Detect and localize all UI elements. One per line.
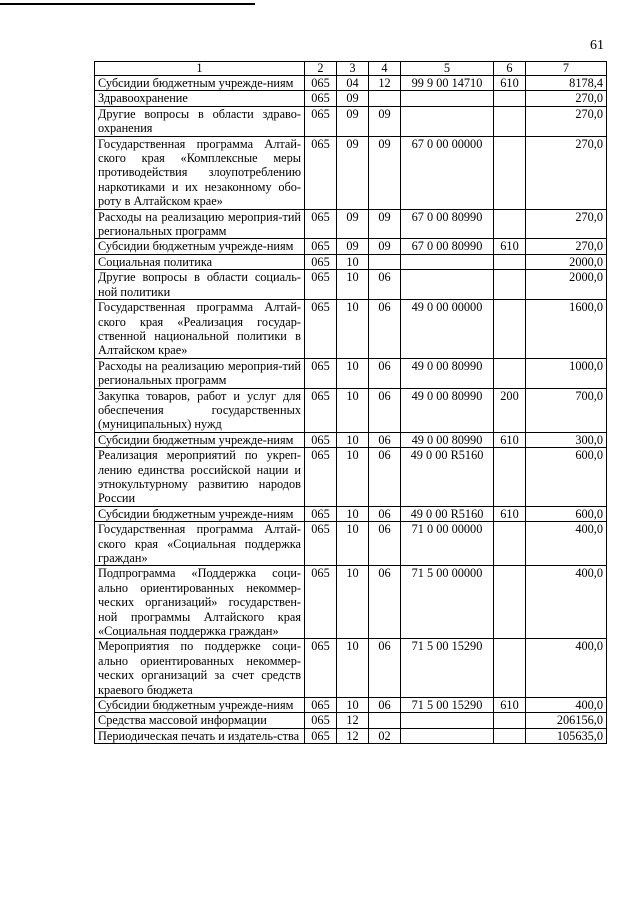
row-expense-type-cell (494, 639, 526, 698)
row-amount-cell: 8178,4 (526, 76, 607, 91)
col-header-amount: 7 (526, 62, 607, 76)
row-name-cell: Субсидии бюджетным учрежде-ниям (95, 239, 305, 254)
row-expense-type-cell (494, 270, 526, 300)
table-row (95, 91, 607, 106)
col-header-admin-code: 2 (305, 62, 337, 76)
row-target-article-cell (401, 91, 494, 106)
row-expense-type-cell (494, 254, 526, 269)
row-expense-type-cell (494, 358, 526, 388)
row-target-article-cell: 49 0 00 R5160 (401, 448, 494, 507)
row-section-cell: 10 (337, 254, 369, 269)
row-expense-type-cell (494, 448, 526, 507)
row-amount-cell: 206156,0 (526, 713, 607, 728)
row-name-cell: Государственная программа Алтай-ского края «Социальная поддержка граждан» (95, 522, 305, 566)
row-amount-cell: 270,0 (526, 91, 607, 106)
col-header-subsection: 4 (369, 62, 401, 76)
row-subsection-cell: 06 (369, 432, 401, 447)
row-section-cell: 10 (337, 300, 369, 359)
row-expense-type-cell: 610 (494, 239, 526, 254)
row-section-cell: 10 (337, 698, 369, 713)
row-admin-code-cell: 065 (305, 698, 337, 713)
row-admin-code-cell: 065 (305, 388, 337, 432)
row-section-cell: 09 (337, 106, 369, 136)
row-section-cell: 10 (337, 522, 369, 566)
row-admin-code-cell: 065 (305, 639, 337, 698)
row-subsection-cell: 09 (369, 136, 401, 209)
row-subsection-cell: 06 (369, 388, 401, 432)
row-expense-type-cell: 610 (494, 506, 526, 521)
table-row (95, 358, 607, 388)
row-target-article-cell: 49 0 00 80990 (401, 388, 494, 432)
row-target-article-cell: 71 5 00 15290 (401, 698, 494, 713)
row-expense-type-cell: 610 (494, 76, 526, 91)
row-expense-type-cell (494, 91, 526, 106)
row-subsection-cell: 06 (369, 300, 401, 359)
row-subsection-cell: 09 (369, 209, 401, 239)
table-row (95, 522, 607, 566)
row-admin-code-cell: 065 (305, 506, 337, 521)
row-target-article-cell (401, 106, 494, 136)
row-amount-cell: 270,0 (526, 239, 607, 254)
row-amount-cell: 105635,0 (526, 728, 607, 743)
row-subsection-cell (369, 254, 401, 269)
row-expense-type-cell (494, 566, 526, 639)
table-row (95, 209, 607, 239)
row-amount-cell: 2000,0 (526, 270, 607, 300)
row-amount-cell: 300,0 (526, 432, 607, 447)
row-admin-code-cell: 065 (305, 76, 337, 91)
col-header-section: 3 (337, 62, 369, 76)
row-expense-type-cell: 200 (494, 388, 526, 432)
row-expense-type-cell: 610 (494, 698, 526, 713)
table-row (95, 106, 607, 136)
row-admin-code-cell: 065 (305, 254, 337, 269)
row-amount-cell: 1000,0 (526, 358, 607, 388)
row-section-cell: 10 (337, 270, 369, 300)
row-admin-code-cell: 065 (305, 448, 337, 507)
row-subsection-cell: 06 (369, 448, 401, 507)
row-admin-code-cell: 065 (305, 106, 337, 136)
row-expense-type-cell (494, 300, 526, 359)
row-name-cell: Подпрограмма «Поддержка соци-ально ориентированных некоммер-ческих организаций» государствен-ной программы Алтайского края «Социальная поддержка граждан» (95, 566, 305, 639)
row-expense-type-cell (494, 728, 526, 743)
row-admin-code-cell: 065 (305, 566, 337, 639)
row-amount-cell: 270,0 (526, 136, 607, 209)
row-name-cell: Субсидии бюджетным учрежде-ниям (95, 698, 305, 713)
row-name-cell: Субсидии бюджетным учрежде-ниям (95, 432, 305, 447)
row-amount-cell: 600,0 (526, 506, 607, 521)
table-row (95, 566, 607, 639)
row-name-cell: Расходы на реализацию мероприя-тий региональных программ (95, 209, 305, 239)
table-row (95, 270, 607, 300)
row-target-article-cell: 49 0 00 00000 (401, 300, 494, 359)
row-name-cell: Реализация мероприятий по укреп-лению единства российской нации и этнокультурному развитию народов России (95, 448, 305, 507)
row-name-cell: Государственная программа Алтай-ского края «Реализация государ-ственной национальной политики в Алтайском крае» (95, 300, 305, 359)
table-row (95, 254, 607, 269)
row-amount-cell: 2000,0 (526, 254, 607, 269)
row-admin-code-cell: 065 (305, 432, 337, 447)
row-subsection-cell: 09 (369, 106, 401, 136)
col-header-expense-type: 6 (494, 62, 526, 76)
table-row (95, 698, 607, 713)
row-subsection-cell: 06 (369, 698, 401, 713)
row-expense-type-cell (494, 209, 526, 239)
row-section-cell: 09 (337, 91, 369, 106)
row-section-cell: 10 (337, 448, 369, 507)
col-header-target-article: 5 (401, 62, 494, 76)
row-admin-code-cell: 065 (305, 136, 337, 209)
row-amount-cell: 700,0 (526, 388, 607, 432)
row-section-cell: 10 (337, 388, 369, 432)
row-name-cell: Средства массовой информации (95, 713, 305, 728)
row-amount-cell: 400,0 (526, 522, 607, 566)
row-name-cell: Другие вопросы в области социаль-ной политики (95, 270, 305, 300)
row-target-article-cell (401, 254, 494, 269)
row-target-article-cell: 71 5 00 15290 (401, 639, 494, 698)
row-section-cell: 10 (337, 639, 369, 698)
row-target-article-cell: 71 0 00 00000 (401, 522, 494, 566)
row-admin-code-cell: 065 (305, 728, 337, 743)
row-target-article-cell: 49 0 00 80990 (401, 358, 494, 388)
row-expense-type-cell (494, 713, 526, 728)
row-target-article-cell: 67 0 00 80990 (401, 239, 494, 254)
budget-table (94, 61, 607, 744)
row-admin-code-cell: 065 (305, 522, 337, 566)
table-row (95, 76, 607, 91)
row-expense-type-cell (494, 522, 526, 566)
row-expense-type-cell: 610 (494, 432, 526, 447)
row-subsection-cell: 06 (369, 522, 401, 566)
row-target-article-cell (401, 270, 494, 300)
table-row (95, 448, 607, 507)
row-name-cell: Закупка товаров, работ и услуг для обеспечения государственных (муниципальных) нужд (95, 388, 305, 432)
table-row (95, 136, 607, 209)
row-admin-code-cell: 065 (305, 358, 337, 388)
row-amount-cell: 400,0 (526, 698, 607, 713)
row-admin-code-cell: 065 (305, 713, 337, 728)
row-name-cell: Субсидии бюджетным учрежде-ниям (95, 506, 305, 521)
row-admin-code-cell: 065 (305, 239, 337, 254)
table-row (95, 300, 607, 359)
row-name-cell: Социальная политика (95, 254, 305, 269)
row-admin-code-cell: 065 (305, 209, 337, 239)
row-name-cell: Другие вопросы в области здраво-охранения (95, 106, 305, 136)
row-target-article-cell: 67 0 00 80990 (401, 209, 494, 239)
row-section-cell: 10 (337, 358, 369, 388)
row-subsection-cell: 02 (369, 728, 401, 743)
row-target-article-cell: 99 9 00 14710 (401, 76, 494, 91)
row-admin-code-cell: 065 (305, 91, 337, 106)
row-subsection-cell (369, 713, 401, 728)
row-name-cell: Расходы на реализацию мероприя-тий региональных программ (95, 358, 305, 388)
row-target-article-cell (401, 713, 494, 728)
row-amount-cell: 1600,0 (526, 300, 607, 359)
row-name-cell: Здравоохранение (95, 91, 305, 106)
row-section-cell: 10 (337, 506, 369, 521)
row-name-cell: Периодическая печать и издатель-ства (95, 728, 305, 743)
row-subsection-cell: 06 (369, 270, 401, 300)
table-row (95, 432, 607, 447)
row-target-article-cell: 71 5 00 00000 (401, 566, 494, 639)
row-section-cell: 09 (337, 239, 369, 254)
row-expense-type-cell (494, 106, 526, 136)
row-name-cell: Субсидии бюджетным учрежде-ниям (95, 76, 305, 91)
row-name-cell: Государственная программа Алтай-ского края «Комплексные меры противодействия злоупотреблению наркотиками и их незаконному обо-роту в Алтайском крае» (95, 136, 305, 209)
row-name-cell: Мероприятия по поддержке соци-ально ориентированных некоммер-ческих организаций за счет средств краевого бюджета (95, 639, 305, 698)
row-section-cell: 12 (337, 728, 369, 743)
row-admin-code-cell: 065 (305, 300, 337, 359)
row-subsection-cell (369, 91, 401, 106)
row-target-article-cell: 49 0 00 80990 (401, 432, 494, 447)
row-subsection-cell: 12 (369, 76, 401, 91)
page-number: 61 (590, 38, 604, 53)
row-amount-cell: 270,0 (526, 106, 607, 136)
row-target-article-cell: 49 0 00 R5160 (401, 506, 494, 521)
row-amount-cell: 400,0 (526, 639, 607, 698)
row-amount-cell: 270,0 (526, 209, 607, 239)
row-subsection-cell: 06 (369, 358, 401, 388)
table-row (95, 506, 607, 521)
row-section-cell: 12 (337, 713, 369, 728)
row-amount-cell: 400,0 (526, 566, 607, 639)
row-section-cell: 09 (337, 209, 369, 239)
table-row (95, 728, 607, 743)
row-target-article-cell: 67 0 00 00000 (401, 136, 494, 209)
row-section-cell: 10 (337, 432, 369, 447)
table-row (95, 713, 607, 728)
row-section-cell: 09 (337, 136, 369, 209)
row-amount-cell: 600,0 (526, 448, 607, 507)
row-subsection-cell: 06 (369, 506, 401, 521)
header-rule (0, 3, 255, 5)
header-row (95, 62, 607, 76)
table-row (95, 639, 607, 698)
row-section-cell: 10 (337, 566, 369, 639)
row-subsection-cell: 06 (369, 639, 401, 698)
row-expense-type-cell (494, 136, 526, 209)
row-subsection-cell: 06 (369, 566, 401, 639)
row-admin-code-cell: 065 (305, 270, 337, 300)
row-subsection-cell: 09 (369, 239, 401, 254)
row-section-cell: 04 (337, 76, 369, 91)
row-target-article-cell (401, 728, 494, 743)
col-header-name: 1 (95, 62, 305, 76)
table-row (95, 388, 607, 432)
table-row (95, 239, 607, 254)
